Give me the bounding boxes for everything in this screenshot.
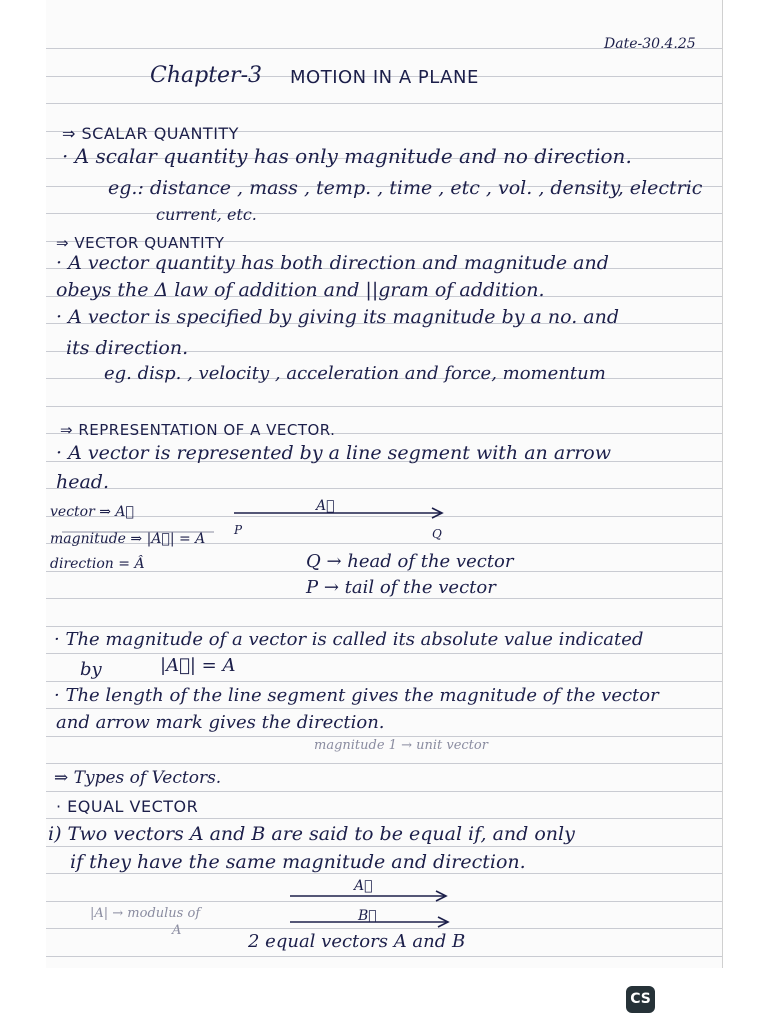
- unit-vector-note: magnitude 1 → unit vector: [314, 738, 488, 753]
- vector-line-2: obeys the Δ law of addition and ||gram of addition.: [56, 279, 545, 301]
- tail-note: P → tail of the vector: [306, 577, 496, 598]
- chapter-number: Chapter-3: [150, 63, 263, 88]
- vector-arrow-label: A⃗: [316, 498, 335, 514]
- magnitude-line-4: and arrow mark gives the direction.: [56, 712, 385, 733]
- equal-vectors-caption: 2 equal vectors A and B: [248, 931, 466, 952]
- modulus-note-symbol: A: [172, 923, 182, 938]
- vector-b-label: B⃗: [358, 908, 377, 924]
- vector-heading: ⇒ VECTOR QUANTITY: [56, 234, 225, 252]
- scalar-line-1: · A scalar quantity has only magnitude and no direction.: [62, 144, 632, 168]
- camscanner-logo: CS: [626, 986, 655, 1013]
- scalar-line-2: eg.: distance , mass , temp. , time , etc , vol. , density, electric: [108, 177, 703, 199]
- magnitude-formula: |A⃗| = A: [160, 655, 236, 676]
- vector-line-1: · A vector quantity has both direction and magnitude and: [56, 252, 609, 274]
- vector-examples: eg. disp. , velocity , acceleration and force, momentum: [104, 363, 606, 384]
- representation-line-2: head.: [56, 471, 110, 493]
- notation-direction: direction = Â: [50, 556, 145, 572]
- chapter-title: MOTION IN A PLANE: [290, 67, 479, 88]
- point-p-label: P: [234, 523, 243, 537]
- notation-vector: vector ⇒ A⃗: [50, 504, 134, 520]
- scalar-line-3: current, etc.: [156, 205, 257, 224]
- head-note: Q → head of the vector: [306, 551, 514, 572]
- vector-line-3: · A vector is specified by giving its magnitude by a no. and: [56, 306, 620, 328]
- magnitude-line-3: · The length of the line segment gives the magnitude of the vector: [54, 685, 659, 706]
- vector-a-label: A⃗: [354, 878, 373, 894]
- representation-line-1: · A vector is represented by a line segment with an arrow: [56, 442, 612, 464]
- equal-vector-line-1: i) Two vectors A and B are said to be equal if, and only: [48, 823, 575, 845]
- equal-vector-heading: · EQUAL VECTOR: [56, 797, 199, 816]
- scalar-heading: ⇒ SCALAR QUANTITY: [62, 124, 239, 143]
- modulus-note: |A| → modulus of: [90, 906, 201, 921]
- types-heading: ⇒ Types of Vectors.: [54, 768, 222, 788]
- point-q-label: Q: [432, 527, 442, 541]
- representation-heading: ⇒ REPRESENTATION OF A VECTOR.: [60, 421, 336, 439]
- notation-magnitude: magnitude ⇒ |A⃗| = A: [50, 531, 206, 547]
- magnitude-line-1: · The magnitude of a vector is called its absolute value indicated: [54, 629, 644, 650]
- date-label: Date-30.4.25: [604, 36, 696, 52]
- equal-vector-line-2: if they have the same magnitude and direction.: [70, 851, 526, 873]
- vector-line-4: its direction.: [66, 337, 189, 359]
- magnitude-line-2: by: [80, 659, 102, 680]
